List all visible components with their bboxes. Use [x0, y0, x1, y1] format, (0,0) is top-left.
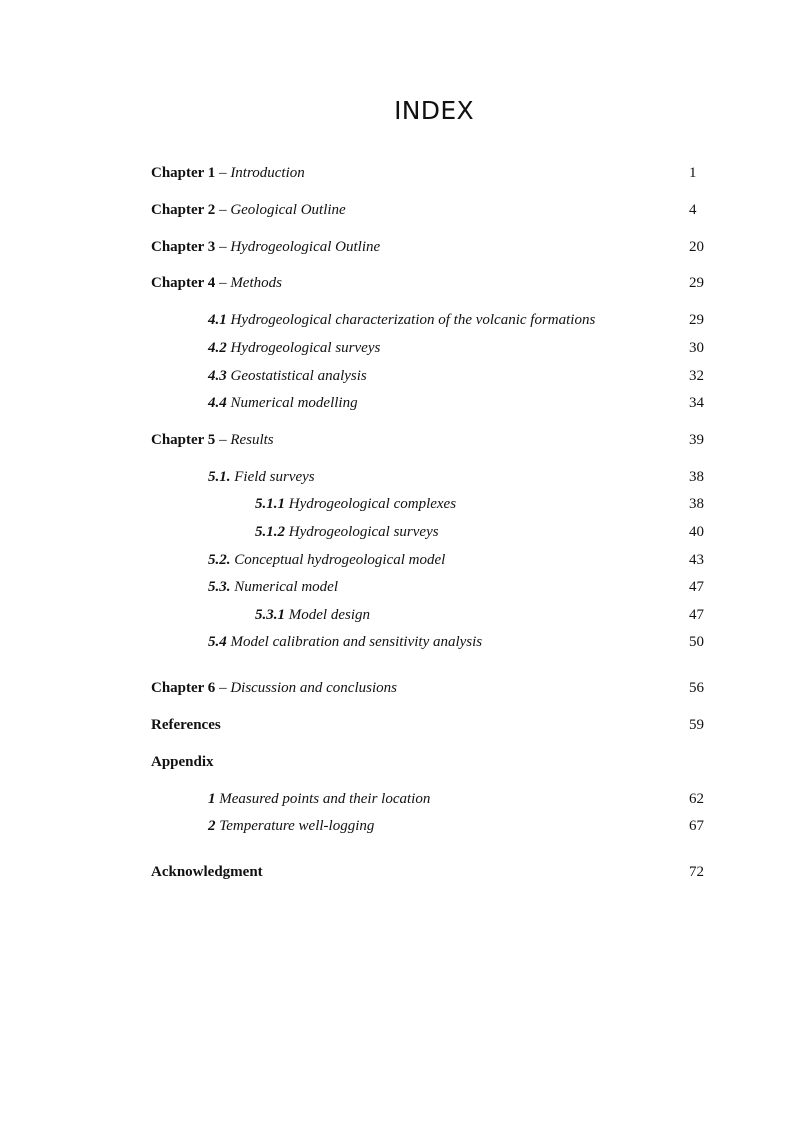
- toc-chapter-entry: [151, 163, 706, 183]
- entry-title: Geological Outline: [230, 202, 346, 218]
- entry-label: [208, 366, 367, 386]
- entry-label: [208, 467, 315, 487]
- entry-label: [255, 605, 370, 625]
- entry-number: Chapter 5: [151, 432, 216, 448]
- entry-title: Model design: [288, 607, 370, 623]
- entry-title: Discussion and conclusions: [230, 680, 397, 696]
- entry-separator: –: [215, 239, 231, 255]
- entry-title: Hydrogeological complexes: [288, 496, 457, 512]
- entry-number: 4.3: [208, 368, 227, 384]
- entry-page-number: 30: [689, 340, 704, 356]
- entry-page-number: 29: [689, 275, 704, 291]
- entry-number: Appendix: [151, 754, 214, 770]
- entry-title: Numerical model: [234, 579, 338, 595]
- entry-number: 5.3.1: [255, 607, 285, 623]
- toc-chapter-entry: [151, 715, 706, 735]
- entry-page-number: 40: [689, 524, 704, 540]
- entry-page-number: 43: [689, 552, 704, 568]
- entry-page-number: 47: [689, 607, 704, 623]
- entry-number: References: [151, 717, 221, 733]
- entry-page-number: 1: [689, 165, 697, 181]
- entry-label: [255, 494, 456, 514]
- entry-label: [208, 393, 358, 413]
- toc-section-entry: [151, 605, 706, 625]
- entry-separator: –: [215, 202, 231, 218]
- entry-page-number: 56: [689, 680, 704, 696]
- toc-chapter-entry: [151, 237, 706, 257]
- entry-number: 5.1.1: [255, 496, 285, 512]
- entry-label: [208, 338, 380, 358]
- entry-page-number: 38: [689, 496, 704, 512]
- entry-label: [208, 816, 374, 836]
- entry-number: 4.2: [208, 340, 227, 356]
- page-title: INDEX: [394, 96, 474, 125]
- entry-page-number: 29: [689, 312, 704, 328]
- entry-title: Hydrogeological Outline: [230, 239, 381, 255]
- entry-number: Chapter 1: [151, 165, 216, 181]
- toc-section-entry: [151, 816, 706, 836]
- toc-chapter-entry: [151, 200, 706, 220]
- entry-title: Hydrogeological surveys: [288, 524, 439, 540]
- toc-section-entry: [151, 310, 706, 330]
- entry-title: Hydrogeological characterization of the volcanic formations: [230, 312, 596, 328]
- entry-number: Acknowledgment: [151, 864, 263, 880]
- entry-title: Methods: [230, 275, 282, 291]
- entry-page-number: 67: [689, 818, 704, 834]
- toc-section-entry: [151, 393, 706, 413]
- toc-section-entry: [151, 522, 706, 542]
- toc-section-entry: [151, 550, 706, 570]
- entry-title: Conceptual hydrogeological model: [234, 552, 446, 568]
- entry-label: [208, 577, 338, 597]
- entry-number: 2: [208, 818, 216, 834]
- entry-number: Chapter 3: [151, 239, 216, 255]
- entry-separator: –: [215, 680, 231, 696]
- entry-label: [208, 789, 430, 809]
- toc-chapter-entry: [151, 752, 706, 772]
- entry-number: 4.4: [208, 395, 227, 411]
- entry-page-number: 34: [689, 395, 704, 411]
- entry-number: 1: [208, 791, 216, 807]
- toc-chapter-entry: [151, 273, 706, 293]
- entry-separator: –: [215, 275, 231, 291]
- toc-section-entry: [151, 789, 706, 809]
- entry-page-number: 4: [689, 202, 697, 218]
- entry-label: [151, 200, 346, 220]
- entry-page-number: 72: [689, 864, 704, 880]
- entry-page-number: 50: [689, 634, 704, 650]
- entry-number: 5.1.: [208, 469, 231, 485]
- entry-title: Field surveys: [234, 469, 315, 485]
- entry-label: [208, 550, 445, 570]
- entry-page-number: 47: [689, 579, 704, 595]
- toc-section-entry: [151, 467, 706, 487]
- entry-number: 5.4: [208, 634, 227, 650]
- entry-label: [151, 163, 305, 183]
- entry-page-number: 39: [689, 432, 704, 448]
- entry-title: Numerical modelling: [230, 395, 358, 411]
- entry-number: 5.2.: [208, 552, 231, 568]
- toc-section-entry: [151, 632, 706, 652]
- entry-label: [151, 862, 263, 882]
- entry-label: [151, 752, 214, 772]
- entry-label: [151, 237, 380, 257]
- entry-page-number: 32: [689, 368, 704, 384]
- entry-page-number: 20: [689, 239, 704, 255]
- entry-title: Measured points and their location: [219, 791, 431, 807]
- entry-number: Chapter 4: [151, 275, 216, 291]
- entry-separator: –: [215, 432, 231, 448]
- entry-number: 4.1: [208, 312, 227, 328]
- entry-label: [151, 715, 221, 735]
- entry-title: Model calibration and sensitivity analysis: [230, 634, 483, 650]
- toc-chapter-entry: [151, 678, 706, 698]
- entry-title: Temperature well-logging: [219, 818, 375, 834]
- entry-number: 5.3.: [208, 579, 231, 595]
- entry-label: [151, 678, 397, 698]
- entry-page-number: 38: [689, 469, 704, 485]
- entry-title: Introduction: [230, 165, 305, 181]
- entry-separator: –: [215, 165, 231, 181]
- entry-label: [151, 273, 282, 293]
- entry-title: Results: [230, 432, 274, 448]
- entry-title: Geostatistical analysis: [230, 368, 367, 384]
- entry-label: [255, 522, 439, 542]
- entry-number: Chapter 2: [151, 202, 216, 218]
- toc-chapter-entry: [151, 862, 706, 882]
- entry-label: [208, 310, 595, 330]
- entry-label: [208, 632, 482, 652]
- entry-page-number: 62: [689, 791, 704, 807]
- toc-section-entry: [151, 366, 706, 386]
- toc-section-entry: [151, 494, 706, 514]
- toc-section-entry: [151, 577, 706, 597]
- entry-title: Hydrogeological surveys: [230, 340, 381, 356]
- toc-section-entry: [151, 338, 706, 358]
- toc-chapter-entry: [151, 430, 706, 450]
- entry-number: Chapter 6: [151, 680, 216, 696]
- entry-number: 5.1.2: [255, 524, 285, 540]
- entry-page-number: 59: [689, 717, 704, 733]
- entry-label: [151, 430, 274, 450]
